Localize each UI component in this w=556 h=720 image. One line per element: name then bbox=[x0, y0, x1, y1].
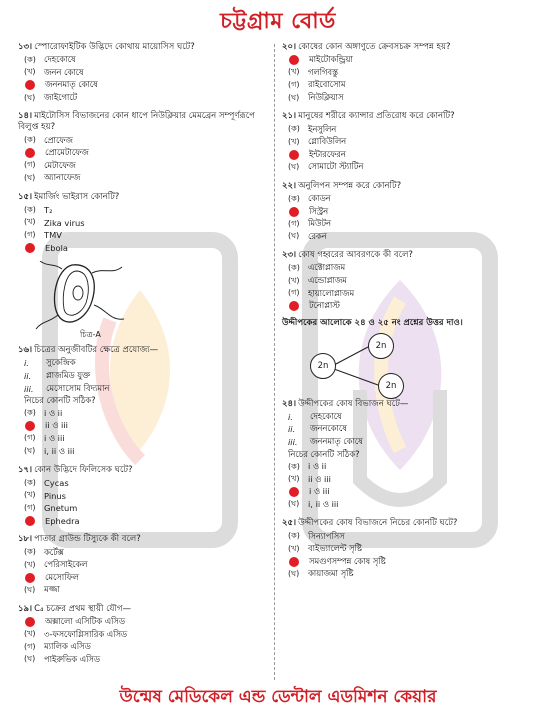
option bbox=[282, 275, 538, 288]
option bbox=[18, 515, 274, 528]
daughter-cell-top: 2n bbox=[368, 333, 394, 359]
option-text: i, ii ও iii bbox=[44, 445, 75, 456]
option-text: প্রোফেজ bbox=[44, 134, 73, 145]
option-text: বাইভ্যালেন্ট সৃষ্টি bbox=[308, 543, 362, 554]
option-text: T₂ bbox=[44, 205, 53, 216]
correct-answer-dot-icon bbox=[289, 301, 299, 311]
option-text: মেটাফেজ bbox=[44, 159, 76, 170]
correct-answer-dot-icon bbox=[25, 148, 35, 158]
option-label: (খ) bbox=[24, 217, 36, 227]
statement bbox=[282, 411, 538, 424]
option bbox=[282, 568, 538, 581]
option-text: Pinus bbox=[44, 490, 66, 501]
option-label: (খ) bbox=[288, 474, 300, 484]
question-stem bbox=[282, 399, 538, 410]
option bbox=[282, 530, 538, 543]
question bbox=[282, 399, 538, 512]
statement-numeral: iii. bbox=[288, 436, 298, 447]
option-label: (ঘ) bbox=[288, 161, 300, 171]
option-label: (ঘ) bbox=[288, 499, 300, 509]
statement bbox=[18, 370, 274, 383]
option-text: মিউটন bbox=[308, 218, 331, 229]
statement-text: দেহকোষে bbox=[310, 410, 342, 421]
option bbox=[282, 555, 538, 568]
correct-answer-dot-icon bbox=[25, 80, 35, 90]
question bbox=[282, 250, 538, 312]
question-prompt: নিচের কোনটি সঠিক? bbox=[288, 448, 360, 459]
option-text: ii ও iii bbox=[45, 420, 68, 431]
question-stem bbox=[18, 604, 274, 615]
option-label: (খ) bbox=[288, 67, 300, 77]
option bbox=[18, 628, 274, 641]
figure-a bbox=[18, 261, 274, 345]
question-number: ১৫। bbox=[18, 191, 33, 202]
correct-answer-dot-icon bbox=[25, 243, 35, 253]
option-label: (গ) bbox=[288, 288, 300, 298]
question-number: ২৪। bbox=[282, 398, 297, 409]
question-text: কোন উদ্ভিদে ফিলিসেক ঘটে? bbox=[34, 464, 133, 475]
option-text: সোমাটো স্ট্যাটিন bbox=[308, 161, 364, 172]
right-column bbox=[282, 42, 538, 588]
question-block bbox=[18, 42, 274, 254]
option bbox=[282, 67, 538, 80]
option-text: Ephedra bbox=[45, 515, 80, 526]
statement-numeral: i. bbox=[288, 411, 293, 422]
question-number: ২০। bbox=[282, 42, 297, 52]
question-stem bbox=[18, 534, 274, 545]
option-label: (গ) bbox=[288, 79, 300, 89]
option-label: (ঘ) bbox=[288, 231, 300, 241]
option bbox=[282, 499, 538, 512]
question-text: উদ্দীপকের কোষ বিভাজনে নিচের কোনটি ঘটে? bbox=[298, 518, 458, 529]
option-text: ii ও iii bbox=[308, 473, 331, 484]
option-text: কোডন bbox=[308, 193, 331, 204]
option-text: গলগিবস্তু bbox=[308, 66, 339, 77]
option-text: TMV bbox=[44, 230, 62, 241]
question-number: ১৬। bbox=[18, 345, 33, 356]
question-stem bbox=[18, 111, 274, 133]
question-number: ২২। bbox=[282, 180, 297, 191]
option-label: (খ) bbox=[288, 275, 300, 285]
statement-numeral: i. bbox=[24, 358, 29, 369]
question-text: C₄ চক্রের প্রথম স্থায়ী যৌগ— bbox=[34, 603, 131, 614]
left-column bbox=[18, 42, 274, 673]
option bbox=[18, 502, 274, 515]
daughter-cell-bottom: 2n bbox=[378, 373, 404, 399]
option-text: মেসোফিল bbox=[45, 571, 79, 582]
column-divider bbox=[274, 44, 276, 680]
option-text: i, ii ও iii bbox=[308, 498, 339, 509]
option bbox=[282, 161, 538, 174]
question-text: কোষের কোন অঙ্গাণুতে ক্রেবসচক্র সম্পন্ন হয়? bbox=[298, 42, 451, 52]
option-text: রেকন bbox=[308, 230, 327, 241]
option-label: (ক) bbox=[288, 193, 300, 203]
question bbox=[18, 345, 274, 458]
stimulus-text: উদ্দীপকের আলোকে ২৪ ও ২৫ নং প্রশ্নের উত্তর দাও। bbox=[282, 317, 463, 328]
question bbox=[18, 534, 274, 596]
question-stem bbox=[282, 250, 538, 261]
question-text: চিত্রের অনুজীবটির ক্ষেত্রে প্রযোজ্য— bbox=[34, 345, 159, 356]
option bbox=[18, 147, 274, 160]
option bbox=[18, 546, 274, 559]
statement bbox=[18, 357, 274, 370]
option bbox=[18, 641, 274, 654]
option-label: (ঘ) bbox=[24, 584, 36, 594]
correct-answer-dot-icon bbox=[25, 516, 35, 526]
option bbox=[18, 160, 274, 173]
option-text: সিন্যাপসিস bbox=[308, 530, 345, 541]
option-text: গ্লোবিউলিন bbox=[308, 136, 347, 147]
statement-numeral: iii. bbox=[24, 383, 34, 394]
option bbox=[18, 54, 274, 67]
statement-text: সুকেন্দ্রিক bbox=[46, 357, 76, 368]
question-stem bbox=[18, 192, 274, 203]
option-text: হায়ালোপ্লাজম bbox=[308, 287, 355, 298]
correct-answer-dot-icon bbox=[25, 573, 35, 583]
option bbox=[18, 559, 274, 572]
option-label: (গ) bbox=[24, 229, 36, 239]
option bbox=[282, 205, 538, 218]
question-number: ১৪। bbox=[18, 111, 33, 122]
option bbox=[18, 408, 274, 421]
statement bbox=[282, 436, 538, 449]
option-label: (ঘ) bbox=[288, 568, 300, 578]
option bbox=[18, 67, 274, 80]
option bbox=[282, 193, 538, 206]
bacterium-diagram bbox=[32, 261, 152, 331]
option-text: Zika virus bbox=[44, 217, 85, 228]
option-label: (ঘ) bbox=[24, 654, 36, 664]
option-label: (গ) bbox=[24, 641, 36, 651]
option-text: মজ্জা bbox=[44, 584, 60, 595]
statement-text: জননমাতৃ কোষে bbox=[310, 435, 363, 446]
option bbox=[18, 616, 274, 629]
question-block bbox=[282, 42, 538, 313]
correct-answer-dot-icon bbox=[289, 207, 299, 217]
question-block bbox=[282, 399, 538, 512]
option-text: জাইগোটে bbox=[44, 92, 78, 103]
option-label: (গ) bbox=[24, 502, 36, 512]
option bbox=[18, 92, 274, 105]
option-label: (ঘ) bbox=[288, 92, 300, 102]
footer-title: উন্মেষ মেডিকেল এন্ড ডেন্টাল এডমিশন কেয়ার bbox=[119, 687, 437, 707]
question-text: কোষ গহ্বরের আবরণকে কী বলে? bbox=[298, 250, 413, 261]
option-label: (খ) bbox=[24, 629, 36, 639]
option bbox=[18, 445, 274, 458]
option-text: মাইটোকন্ড্রিয়া bbox=[309, 54, 353, 65]
option-text: জনন কোষে bbox=[44, 66, 84, 77]
question-block bbox=[282, 518, 538, 580]
question-block bbox=[18, 345, 274, 458]
option bbox=[18, 79, 274, 92]
option-text: কায়াজমা সৃষ্টি bbox=[308, 568, 354, 579]
question-number: ২৩। bbox=[282, 250, 297, 261]
question-stem bbox=[18, 345, 274, 356]
question-prompt: নিচের কোনটি সঠিক? bbox=[24, 395, 96, 406]
question-text: ইমার্জিং ভাইরাস কোনটি? bbox=[34, 191, 120, 202]
option-label: (গ) bbox=[288, 218, 300, 228]
option-label: (খ) bbox=[24, 490, 36, 500]
option bbox=[282, 136, 538, 149]
option-label: (খ) bbox=[288, 543, 300, 553]
option bbox=[282, 473, 538, 486]
option-text: এক্টোপ্লাজম bbox=[308, 262, 346, 273]
option bbox=[18, 653, 274, 666]
option bbox=[282, 149, 538, 162]
option bbox=[18, 433, 274, 446]
statement bbox=[282, 423, 538, 436]
option-text: অক্সালো এসিটিক এসিড bbox=[45, 615, 126, 626]
statement bbox=[18, 382, 274, 395]
question bbox=[282, 518, 538, 580]
question-stem bbox=[282, 518, 538, 529]
option-text: সমগুণসম্পন্ন কোষ সৃষ্টি bbox=[309, 555, 386, 566]
question bbox=[282, 181, 538, 243]
option-label: (ক) bbox=[288, 124, 300, 134]
cell-division-diagram bbox=[282, 333, 538, 399]
option-label: (ক) bbox=[288, 262, 300, 272]
option-text: i ও iii bbox=[309, 486, 330, 497]
option bbox=[18, 242, 274, 255]
option-text: রাইবোসোম bbox=[308, 79, 346, 90]
option-label: (খ) bbox=[24, 559, 36, 569]
option-label: (ঘ) bbox=[24, 172, 36, 182]
option bbox=[282, 54, 538, 67]
correct-answer-dot-icon bbox=[25, 421, 35, 431]
option bbox=[282, 92, 538, 105]
option-text: দেহকোষে bbox=[44, 54, 76, 65]
question bbox=[18, 604, 274, 666]
question-number: ২৫। bbox=[282, 518, 297, 529]
option-label: (ক) bbox=[24, 204, 36, 214]
question-text: স্পোরোফাইটিক উদ্ভিদে কোথায় মায়োসিস ঘটে? bbox=[34, 42, 195, 52]
question-text: পাতার গ্রাউন্ড টিস্যুকে কী বলে? bbox=[34, 534, 141, 545]
question-text: মাইটোসিস বিভাজনের কোন ধাপে নিউক্লিয়ার মেমব্রেন সম্পূর্ণরূপে বিলুপ্ত হয়? bbox=[18, 111, 255, 133]
option bbox=[282, 287, 538, 300]
correct-answer-dot-icon bbox=[289, 487, 299, 497]
option bbox=[18, 584, 274, 597]
option-label: (ক) bbox=[288, 461, 300, 471]
question-text: মানুষের শরীরে ক্যান্সার প্রতিরোধ করে কোনটি? bbox=[298, 111, 455, 122]
statement-text: প্লাজমিড যুক্ত bbox=[46, 370, 91, 381]
option bbox=[282, 543, 538, 556]
option bbox=[18, 134, 274, 147]
question-stem bbox=[282, 181, 538, 192]
question bbox=[18, 465, 274, 527]
option-text: Cycas bbox=[44, 478, 69, 489]
option-text: জননমাতৃ কোষে bbox=[45, 79, 98, 90]
figure-caption: চিত্র-A bbox=[80, 330, 101, 340]
option bbox=[282, 231, 538, 244]
option bbox=[18, 571, 274, 584]
option-text: সিস্ট্রন bbox=[309, 205, 329, 216]
option-text: প্রোমেটাফেজ bbox=[45, 147, 89, 158]
option-text: ম্যালিক এসিড bbox=[44, 641, 91, 652]
statement-text: জননকোষে bbox=[310, 423, 347, 434]
correct-answer-dot-icon bbox=[289, 55, 299, 65]
option bbox=[18, 489, 274, 502]
correct-answer-dot-icon bbox=[25, 617, 35, 627]
option-label: (ঘ) bbox=[24, 92, 36, 102]
option bbox=[282, 300, 538, 313]
option-text: ইনসুলিন bbox=[308, 123, 337, 134]
question bbox=[18, 42, 274, 104]
question bbox=[282, 111, 538, 173]
option bbox=[282, 262, 538, 275]
option-text: Gnetum bbox=[44, 503, 78, 514]
option-label: (গ) bbox=[24, 433, 36, 443]
option bbox=[18, 172, 274, 185]
option-text: অ্যানাফেজ bbox=[44, 172, 81, 183]
option bbox=[18, 420, 274, 433]
statement-numeral: ii. bbox=[288, 424, 296, 435]
option bbox=[18, 204, 274, 217]
question-number: ১৮। bbox=[18, 534, 33, 545]
question-stem bbox=[18, 42, 274, 53]
question-number: ২১। bbox=[282, 111, 297, 122]
question-stem bbox=[282, 111, 538, 122]
question-number: ১৭। bbox=[18, 464, 33, 475]
option-label: (গ) bbox=[24, 160, 36, 170]
option bbox=[18, 229, 274, 242]
option bbox=[282, 218, 538, 231]
option-text: পাইরুভিক এসিড bbox=[44, 653, 100, 664]
option-text: নিউক্লিয়াস bbox=[308, 92, 344, 103]
option-text: ৩-ফসফোগ্লিসারিক এসিড bbox=[44, 628, 128, 639]
option-text: Ebola bbox=[45, 242, 68, 253]
option-text: i ও iii bbox=[44, 432, 65, 443]
option-text: পেরিসাইকেল bbox=[44, 559, 88, 570]
option-label: (ক) bbox=[24, 408, 36, 418]
option-text: i ও ii bbox=[44, 407, 63, 418]
option-label: (খ) bbox=[288, 136, 300, 146]
option-text: i ও ii bbox=[308, 461, 327, 472]
option bbox=[18, 216, 274, 229]
correct-answer-dot-icon bbox=[289, 557, 299, 567]
question bbox=[282, 42, 538, 104]
option-text: ইন্টারফেরন bbox=[309, 148, 346, 159]
board-title: চট্টগ্রাম বোর্ড bbox=[220, 9, 336, 34]
option-label: (ক) bbox=[24, 547, 36, 557]
question-number: ১৯। bbox=[18, 603, 33, 614]
option bbox=[282, 79, 538, 92]
question-text: অনুলিপন সম্পন্ন করে কোনটি? bbox=[298, 180, 402, 191]
option-label: (খ) bbox=[24, 67, 36, 77]
option-label: (ক) bbox=[24, 477, 36, 487]
question-text: উদ্দীপকের কোষ বিভাজন ঘটে— bbox=[298, 398, 409, 409]
question bbox=[18, 111, 274, 184]
correct-answer-dot-icon bbox=[289, 150, 299, 160]
option-label: (ক) bbox=[288, 531, 300, 541]
question bbox=[18, 192, 274, 254]
question-number: ১৩। bbox=[18, 42, 33, 52]
question-block bbox=[18, 465, 274, 666]
parent-cell: 2n bbox=[310, 353, 336, 379]
question-stem bbox=[18, 465, 274, 476]
option bbox=[18, 477, 274, 490]
option bbox=[282, 461, 538, 474]
question-stem bbox=[282, 42, 538, 53]
option-text: টনোপ্লাস্ট bbox=[309, 300, 340, 311]
statement-text: মেসোসোম বিদ্যমান bbox=[46, 382, 110, 393]
option bbox=[282, 123, 538, 136]
statement-numeral: ii. bbox=[24, 371, 32, 382]
option-label: (ক) bbox=[24, 54, 36, 64]
option-label: (ঘ) bbox=[24, 446, 36, 456]
option-label: (ক) bbox=[24, 135, 36, 145]
option-text: এন্ডোপ্লাজম bbox=[308, 275, 347, 286]
option bbox=[282, 486, 538, 499]
option-text: কর্টেক্স bbox=[44, 546, 64, 557]
